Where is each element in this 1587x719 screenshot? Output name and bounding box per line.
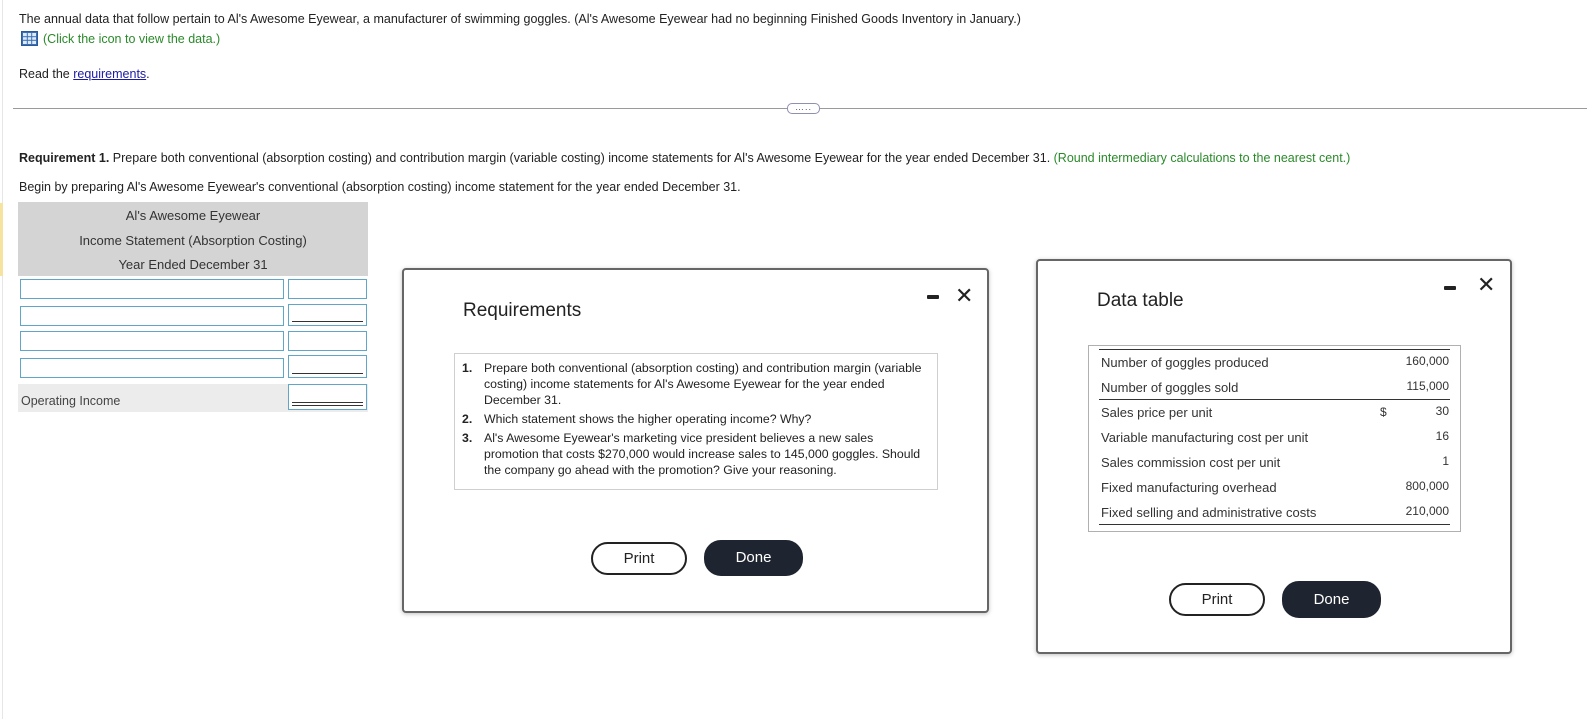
row-label: Fixed manufacturing overhead bbox=[1101, 480, 1277, 495]
table-row bbox=[1099, 375, 1450, 400]
data-table bbox=[1088, 345, 1461, 532]
row-label: Number of goggles produced bbox=[1101, 355, 1269, 370]
line-item-label-input[interactable] bbox=[20, 306, 284, 326]
row-value: 800,000 bbox=[1405, 479, 1449, 493]
row-highlight-marker bbox=[0, 203, 3, 276]
begin-instruction: Begin by preparing Al's Awesome Eyewear's conventional (absorption costing) income statement for the year ended December 31. bbox=[19, 180, 741, 194]
table-row bbox=[1099, 475, 1450, 500]
table-row bbox=[1099, 500, 1450, 525]
row-value: 160,000 bbox=[1405, 354, 1449, 368]
requirements-list bbox=[454, 353, 938, 490]
row-value: 16 bbox=[1435, 429, 1449, 443]
item-text: Prepare both conventional (absorption costing) and contribution margin (variable costing) income statements for Al's Awesome Eyewear for the year ended December 31. bbox=[484, 361, 922, 407]
item-number: 3. bbox=[462, 431, 473, 445]
company-name: Al's Awesome Eyewear bbox=[125, 208, 261, 223]
row-label: Sales commission cost per unit bbox=[1101, 455, 1281, 470]
row-value: 30 bbox=[1435, 404, 1449, 418]
row-label: Sales price per unit bbox=[1101, 405, 1213, 420]
row-value: 115,000 bbox=[1406, 379, 1449, 393]
table-row bbox=[1099, 400, 1450, 425]
rounding-note: (Round intermediary calculations to the nearest cent.) bbox=[1053, 151, 1351, 165]
table-row bbox=[1099, 350, 1450, 375]
list-item bbox=[462, 430, 927, 478]
view-data-text[interactable]: (Click the icon to view the data.) bbox=[43, 31, 221, 46]
requirement-1-body: Prepare both conventional (absorption costing) and contribution margin (variable costing) income statements for Al's Awesome Eyewear for the year ended December 31. bbox=[109, 151, 1054, 165]
line-item-label-input[interactable] bbox=[20, 331, 284, 351]
item-text: Al's Awesome Eyewear's marketing vice president believes a new sales promotion that costs $270,000 would increase sales to 145,000 goggles. Should the company go ahead with the promotion? Give your reasoning. bbox=[484, 431, 921, 477]
row-currency: $ bbox=[1380, 405, 1387, 419]
page-left-border bbox=[2, 0, 3, 719]
item-number: 2. bbox=[462, 412, 473, 426]
row-label: Variable manufacturing cost per unit bbox=[1101, 430, 1309, 445]
line-item-amount-input[interactable] bbox=[288, 279, 367, 299]
row-label: Number of goggles sold bbox=[1101, 380, 1239, 395]
row-value: 1 bbox=[1442, 454, 1449, 468]
statement-period: Year Ended December 31 bbox=[118, 257, 268, 273]
read-suffix: . bbox=[146, 67, 150, 81]
row-value: 210,000 bbox=[1405, 504, 1449, 518]
table-row bbox=[1099, 425, 1450, 450]
table-row bbox=[1099, 450, 1450, 475]
requirement-1-text bbox=[19, 151, 1350, 165]
close-icon[interactable]: ✕ bbox=[1477, 272, 1496, 297]
done-button[interactable]: Done bbox=[1282, 581, 1381, 618]
operating-income-label: Operating Income bbox=[21, 394, 121, 408]
requirements-title: Requirements bbox=[463, 300, 582, 321]
income-statement-header bbox=[18, 202, 368, 276]
view-data-link[interactable] bbox=[21, 31, 220, 46]
line-item-amount-input[interactable] bbox=[288, 331, 367, 351]
requirements-link[interactable]: requirements bbox=[73, 67, 147, 81]
expand-more-button[interactable]: ….. bbox=[787, 103, 820, 114]
close-icon[interactable]: ✕ bbox=[955, 283, 974, 308]
item-text: Which statement shows the higher operating income? Why? bbox=[484, 412, 812, 426]
minimize-icon[interactable] bbox=[927, 295, 939, 299]
list-item bbox=[462, 360, 927, 408]
line-item-amount-input[interactable] bbox=[288, 304, 367, 326]
row-label: Fixed selling and administrative costs bbox=[1101, 505, 1317, 520]
done-button[interactable]: Done bbox=[704, 540, 803, 576]
requirements-dialog bbox=[402, 268, 989, 613]
intro-text: The annual data that follow pertain to Al's Awesome Eyewear, a manufacturer of swimming goggles. (Al's Awesome Eyewear had no beginning Finished Goods Inventory in January.) bbox=[19, 12, 1021, 26]
requirement-1-bold: Requirement 1. bbox=[19, 151, 110, 165]
read-requirements bbox=[19, 67, 150, 81]
table-grid-icon[interactable] bbox=[21, 31, 38, 46]
minimize-icon[interactable] bbox=[1444, 286, 1456, 290]
line-item-label-input[interactable] bbox=[20, 358, 284, 378]
statement-title: Income Statement (Absorption Costing) bbox=[79, 232, 307, 248]
read-prefix: Read the bbox=[19, 67, 74, 81]
print-button[interactable]: Print bbox=[1169, 583, 1265, 616]
data-table-dialog bbox=[1036, 259, 1512, 654]
list-item bbox=[462, 411, 927, 427]
operating-income-input[interactable] bbox=[288, 384, 367, 410]
data-table-title: Data table bbox=[1097, 290, 1184, 311]
line-item-amount-input[interactable] bbox=[288, 355, 367, 378]
line-item-label-input[interactable] bbox=[20, 279, 284, 299]
print-button[interactable]: Print bbox=[591, 542, 687, 575]
item-number: 1. bbox=[462, 361, 473, 375]
